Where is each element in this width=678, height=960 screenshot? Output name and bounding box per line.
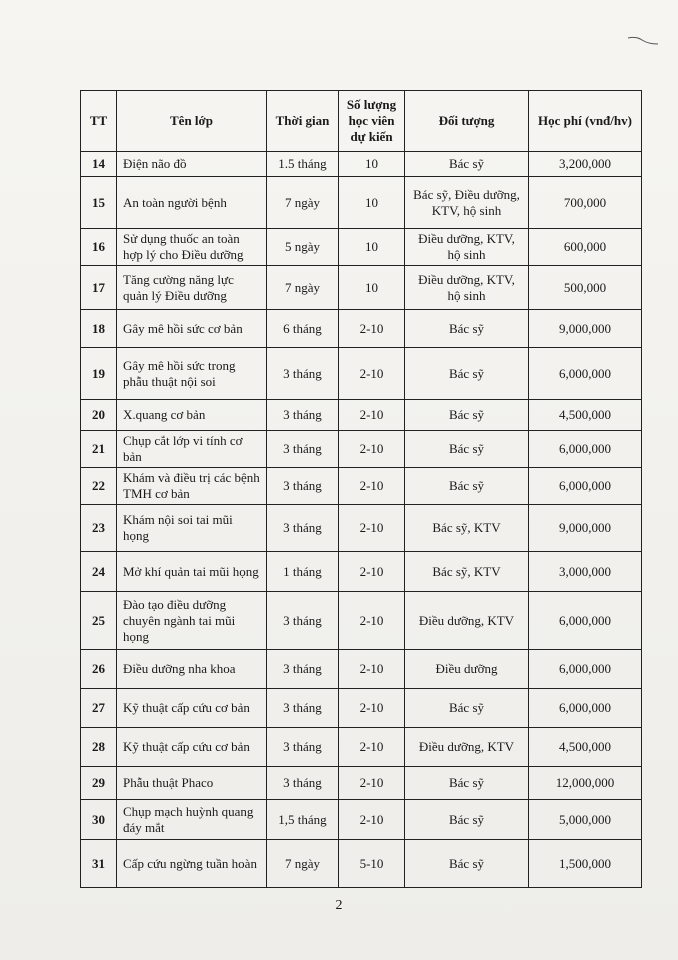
cell-name: Cấp cứu ngừng tuần hoàn [117,840,267,888]
cell-tt: 22 [81,468,117,505]
table-row [81,728,642,767]
cell-target: Bác sỹ [405,348,529,400]
cell-tt: 14 [81,152,117,177]
cell-fee: 6,000,000 [529,689,642,728]
cell-fee: 6,000,000 [529,348,642,400]
cell-count: 2-10 [339,468,405,505]
header-name: Tên lớp [117,91,267,152]
table-body [81,152,642,888]
cell-name: Điện não đồ [117,152,267,177]
cell-target: Bác sỹ [405,400,529,431]
cell-duration: 3 tháng [267,431,339,468]
cell-duration: 3 tháng [267,592,339,650]
cell-name: Điều dưỡng nha khoa [117,650,267,689]
table-row [81,310,642,348]
cell-fee: 600,000 [529,229,642,266]
cell-target: Bác sỹ [405,767,529,800]
cell-fee: 700,000 [529,177,642,229]
cell-count: 2-10 [339,310,405,348]
cell-tt: 31 [81,840,117,888]
cell-count: 2-10 [339,431,405,468]
cell-fee: 6,000,000 [529,650,642,689]
cell-tt: 28 [81,728,117,767]
cell-name: Kỹ thuật cấp cứu cơ bản [117,728,267,767]
cell-duration: 1.5 tháng [267,152,339,177]
header-tt: TT [81,91,117,152]
cell-duration: 7 ngày [267,266,339,310]
cell-tt: 20 [81,400,117,431]
cell-fee: 500,000 [529,266,642,310]
cell-tt: 24 [81,552,117,592]
cell-duration: 1,5 tháng [267,800,339,840]
cell-name: Phẫu thuật Phaco [117,767,267,800]
table-row [81,229,642,266]
cell-target: Điều dưỡng [405,650,529,689]
cell-fee: 4,500,000 [529,400,642,431]
cell-target: Bác sỹ, KTV [405,552,529,592]
cell-count: 2-10 [339,592,405,650]
course-fee-table [80,90,642,888]
cell-tt: 17 [81,266,117,310]
cell-count: 2-10 [339,650,405,689]
cell-duration: 6 tháng [267,310,339,348]
cell-tt: 23 [81,505,117,552]
cell-fee: 1,500,000 [529,840,642,888]
cell-tt: 15 [81,177,117,229]
cell-target: Điều dưỡng, KTV, hộ sinh [405,266,529,310]
cell-tt: 27 [81,689,117,728]
table-row [81,266,642,310]
cell-target: Bác sỹ [405,468,529,505]
header-fee: Học phí (vnđ/hv) [529,91,642,152]
table-row [81,592,642,650]
cell-duration: 3 tháng [267,728,339,767]
cell-target: Điều dưỡng, KTV [405,592,529,650]
cell-fee: 9,000,000 [529,310,642,348]
cell-name: Gây mê hồi sức cơ bản [117,310,267,348]
cell-name: Khám nội soi tai mũi họng [117,505,267,552]
cell-target: Bác sỹ [405,840,529,888]
cell-count: 2-10 [339,728,405,767]
table-row [81,552,642,592]
table-row [81,348,642,400]
table-row [81,800,642,840]
cell-name: Chụp mạch huỳnh quang đáy mắt [117,800,267,840]
cell-fee: 5,000,000 [529,800,642,840]
cell-duration: 7 ngày [267,840,339,888]
table-header-row [81,91,642,152]
pen-mark-icon [626,34,660,48]
cell-name: Đào tạo điều dưỡng chuyên ngành tai mũi họng [117,592,267,650]
cell-count: 2-10 [339,505,405,552]
cell-name: Kỹ thuật cấp cứu cơ bản [117,689,267,728]
cell-name: X.quang cơ bản [117,400,267,431]
cell-tt: 21 [81,431,117,468]
cell-fee: 6,000,000 [529,431,642,468]
table-row [81,840,642,888]
cell-name: Chụp cắt lớp vi tính cơ bản [117,431,267,468]
table-row [81,468,642,505]
cell-target: Bác sỹ, Điều dưỡng, KTV, hộ sinh [405,177,529,229]
cell-name: Khám và điều trị các bệnh TMH cơ bản [117,468,267,505]
table-row [81,767,642,800]
cell-fee: 4,500,000 [529,728,642,767]
cell-count: 10 [339,152,405,177]
cell-target: Bác sỹ [405,152,529,177]
cell-target: Điều dưỡng, KTV, hộ sinh [405,229,529,266]
cell-target: Điều dưỡng, KTV [405,728,529,767]
table-row [81,650,642,689]
cell-tt: 30 [81,800,117,840]
cell-tt: 16 [81,229,117,266]
cell-name: Tăng cường năng lực quản lý Điều dưỡng [117,266,267,310]
cell-count: 10 [339,266,405,310]
cell-tt: 25 [81,592,117,650]
cell-fee: 12,000,000 [529,767,642,800]
table-row [81,689,642,728]
cell-count: 2-10 [339,800,405,840]
cell-count: 10 [339,177,405,229]
header-target: Đối tượng [405,91,529,152]
table-row [81,431,642,468]
page-number: 2 [335,898,343,913]
header-duration: Thời gian [267,91,339,152]
cell-name: Sử dụng thuốc an toàn hợp lý cho Điều dưỡng [117,229,267,266]
cell-duration: 3 tháng [267,505,339,552]
cell-target: Bác sỹ [405,689,529,728]
cell-duration: 3 tháng [267,689,339,728]
cell-count: 2-10 [339,348,405,400]
cell-count: 2-10 [339,552,405,592]
cell-target: Bác sỹ, KTV [405,505,529,552]
cell-duration: 3 tháng [267,767,339,800]
table-row [81,177,642,229]
cell-count: 2-10 [339,400,405,431]
cell-duration: 5 ngày [267,229,339,266]
cell-count: 5-10 [339,840,405,888]
cell-duration: 3 tháng [267,468,339,505]
cell-count: 2-10 [339,689,405,728]
cell-fee: 3,000,000 [529,552,642,592]
table-row [81,400,642,431]
cell-fee: 9,000,000 [529,505,642,552]
cell-fee: 6,000,000 [529,468,642,505]
cell-count: 2-10 [339,767,405,800]
header-count: Số lượng học viên dự kiến [339,91,405,152]
table-row [81,152,642,177]
cell-tt: 29 [81,767,117,800]
cell-name: Gây mê hồi sức trong phẫu thuật nội soi [117,348,267,400]
cell-duration: 1 tháng [267,552,339,592]
cell-target: Bác sỹ [405,431,529,468]
cell-fee: 3,200,000 [529,152,642,177]
cell-count: 10 [339,229,405,266]
cell-name: An toàn người bệnh [117,177,267,229]
cell-target: Bác sỹ [405,800,529,840]
cell-target: Bác sỹ [405,310,529,348]
cell-name: Mở khí quản tai mũi họng [117,552,267,592]
cell-tt: 18 [81,310,117,348]
cell-fee: 6,000,000 [529,592,642,650]
cell-tt: 26 [81,650,117,689]
cell-duration: 7 ngày [267,177,339,229]
cell-duration: 3 tháng [267,650,339,689]
cell-duration: 3 tháng [267,400,339,431]
table-row [81,505,642,552]
cell-duration: 3 tháng [267,348,339,400]
cell-tt: 19 [81,348,117,400]
